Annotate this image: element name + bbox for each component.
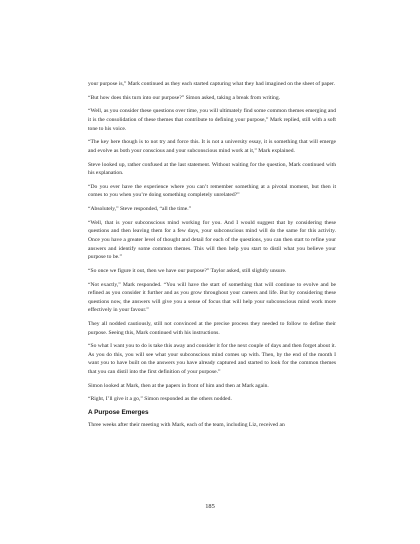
page-number: 185 <box>205 503 215 510</box>
paragraph: “But how does this turn into our purpose?” Simon asked, taking a break from writing. <box>88 94 281 101</box>
paragraph: Steve looked up, rather confused at the last statement. Without waiting for the question, Mark continued with his explanation. <box>88 161 336 177</box>
paragraph: “So what I want you to do is take this away and consider it for the next couple of days and then forget about it. As you do this, you will see what your subconscious mind comes up with. Then, by the end of the month I want you to have built on the answers you have already captured and started to look for the common themes that you can distil into the first definition of your purpose.” <box>88 343 336 376</box>
paragraph: “So once we figure it out, then we have our purpose?” Taylor asked, still slightly unsure. <box>88 267 287 274</box>
paragraph: Three weeks after their meeting with Mark, each of the team, including Liz, received an <box>88 421 285 428</box>
section-heading: A Purpose Emerges <box>88 409 149 417</box>
paragraph: “Well, that is your subconscious mind working for you. And I would suggest that by considering these questions and then leaving them for a few days, your subconscious mind will do the same for this activity. Once you have a greater level of thought and detail for each of the questions, you can then start to refine your answers and identify some common themes. This will then help you start to distil what you believe your purpose to be.” <box>88 219 336 261</box>
paragraph: “Not exactly,” Mark responded. “You will have the start of something that will continue to evolve and be refined as you consider it further and as you grow throughout your careers and life. But by considering these questions now, the answers will give you a sense of focus that will help your subconscious mind work more effectively in your favour.” <box>88 281 336 314</box>
paragraph: “The key here though is to not try and force this. It is not a university essay, it is something that will emerge and evolve as both your conscious and your subconscious mind work at it,” Mark explained. <box>88 139 336 154</box>
paragraph: They all nodded cautiously, still not convinced at the precise process they needed to follow to define their purpose. Seeing this, Mark continued with his instructions. <box>88 321 336 336</box>
paragraph: “Do you ever have the experience where you can’t remember something at a pivotal moment, but then it comes to you when you’re doing something completely unrelated?” <box>88 183 336 199</box>
paragraph: “Absolutely,” Steve responded, “all the time.” <box>88 206 192 213</box>
paragraph: “Well, as you consider these questions over time, you will ultimately find some common themes emerging and it is the consolidation of these themes that contribute to defining your purpose,” Mark replied, still with a soft tone to his voice. <box>88 108 336 132</box>
paragraph: Simon looked at Mark, then at the papers in front of him and then at Mark again. <box>88 382 269 389</box>
paragraph: your purpose is,” Mark continued as they each started capturing what they had imagined on the sheet of paper. <box>88 81 335 87</box>
paragraph: “Right, I’ll give it a go,” Simon responded as the others nodded. <box>88 396 232 403</box>
body-text <box>88 80 336 434</box>
